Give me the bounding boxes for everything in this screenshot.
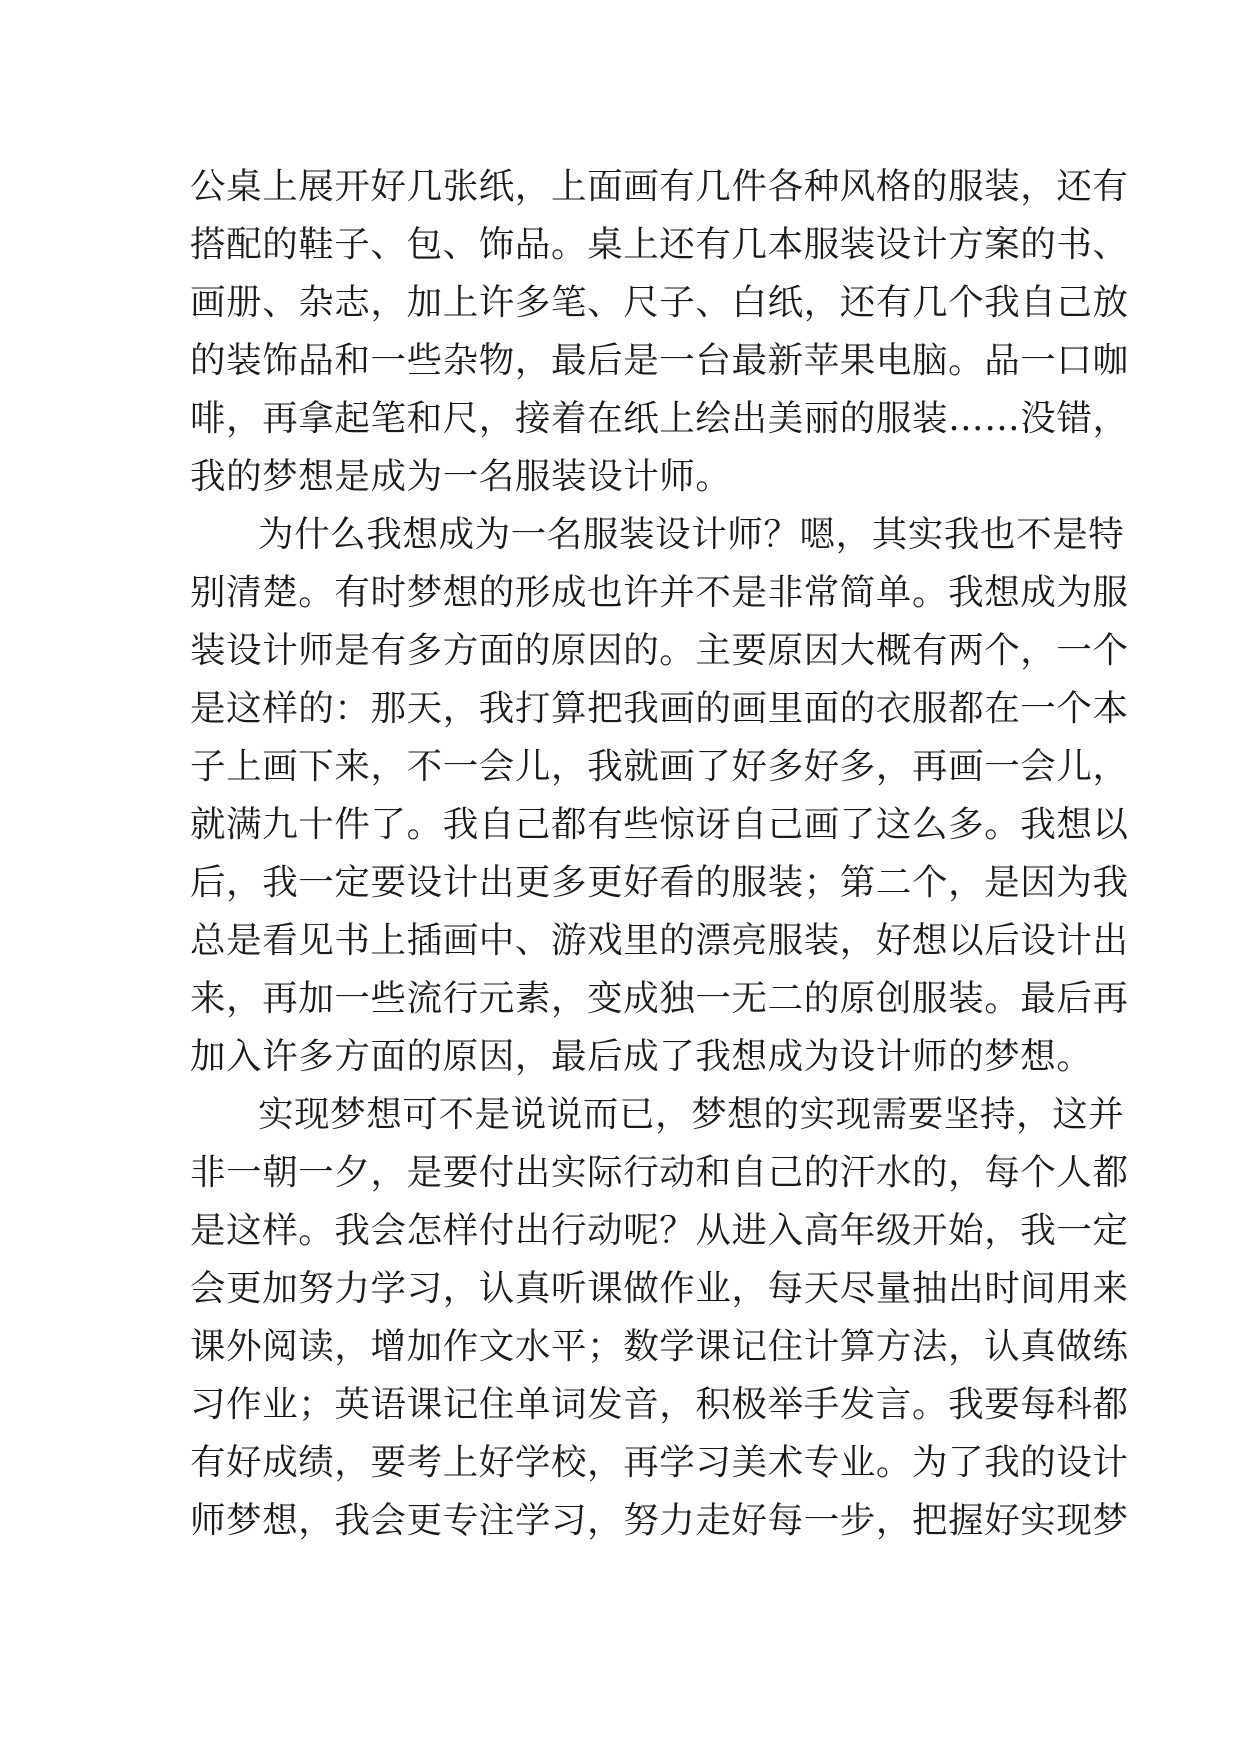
text-line: 啡，再拿起笔和尺，接着在纸上绘出美丽的服装……没错， <box>190 398 1129 439</box>
text-line: 的装饰品和一些杂物，最后是一台最新苹果电脑。品一口咖 <box>190 340 1129 381</box>
text-line: 画册、杂志，加上许多笔、尺子、白纸，还有几个我自己放 <box>190 282 1129 323</box>
text-line: 加入许多方面的原因，最后成了我想成为设计师的梦想。 <box>190 1036 1093 1077</box>
text-line: 总是看见书上插画中、游戏里的漂亮服装，好想以后设计出 <box>190 920 1129 961</box>
text-line: 公桌上展开好几张纸，上面画有几件各种风格的服装，还有 <box>190 166 1129 207</box>
text-line: 是这样。我会怎样付出行动呢？从进入高年级开始，我一定 <box>190 1210 1129 1251</box>
text-line: 搭配的鞋子、包、饰品。桌上还有几本服装设计方案的书、 <box>190 224 1129 265</box>
text-line: 会更加努力学习，认真听课做作业，每天尽量抽出时间用来 <box>190 1268 1129 1309</box>
text-line: 课外阅读，增加作文水平；数学课记住计算方法，认真做练 <box>190 1326 1129 1367</box>
paragraph-first-line: 实现梦想可不是说说而已，梦想的实现需要坚持，这并 <box>258 1094 1125 1135</box>
text-line: 我的梦想是成为一名服装设计师。 <box>190 456 732 497</box>
text-line: 有好成绩，要考上好学校，再学习美术专业。为了我的设计 <box>190 1442 1129 1483</box>
text-line: 师梦想，我会更专注学习，努力走好每一步，把握好实现梦 <box>190 1500 1129 1541</box>
text-line: 子上画下来，不一会儿，我就画了好多好多，再画一会儿， <box>190 746 1129 787</box>
text-line: 就满九十件了。我自己都有些惊讶自己画了这么多。我想以 <box>190 804 1129 845</box>
text-line: 来，再加一些流行元素，变成独一无二的原创服装。最后再 <box>190 978 1129 1019</box>
paragraph-first-line: 为什么我想成为一名服装设计师？嗯，其实我也不是特 <box>258 514 1125 555</box>
text-line: 习作业；英语课记住单词发音，积极举手发言。我要每科都 <box>190 1384 1129 1425</box>
text-line: 别清楚。有时梦想的形成也许并不是非常简单。我想成为服 <box>190 572 1129 613</box>
text-line: 后，我一定要设计出更多更好看的服装；第二个，是因为我 <box>190 862 1129 903</box>
text-line: 装设计师是有多方面的原因的。主要原因大概有两个，一个 <box>190 630 1129 671</box>
text-line: 非一朝一夕，是要付出实际行动和自己的汗水的，每个人都 <box>190 1152 1129 1193</box>
text-line: 是这样的：那天，我打算把我画的画里面的衣服都在一个本 <box>190 688 1129 729</box>
